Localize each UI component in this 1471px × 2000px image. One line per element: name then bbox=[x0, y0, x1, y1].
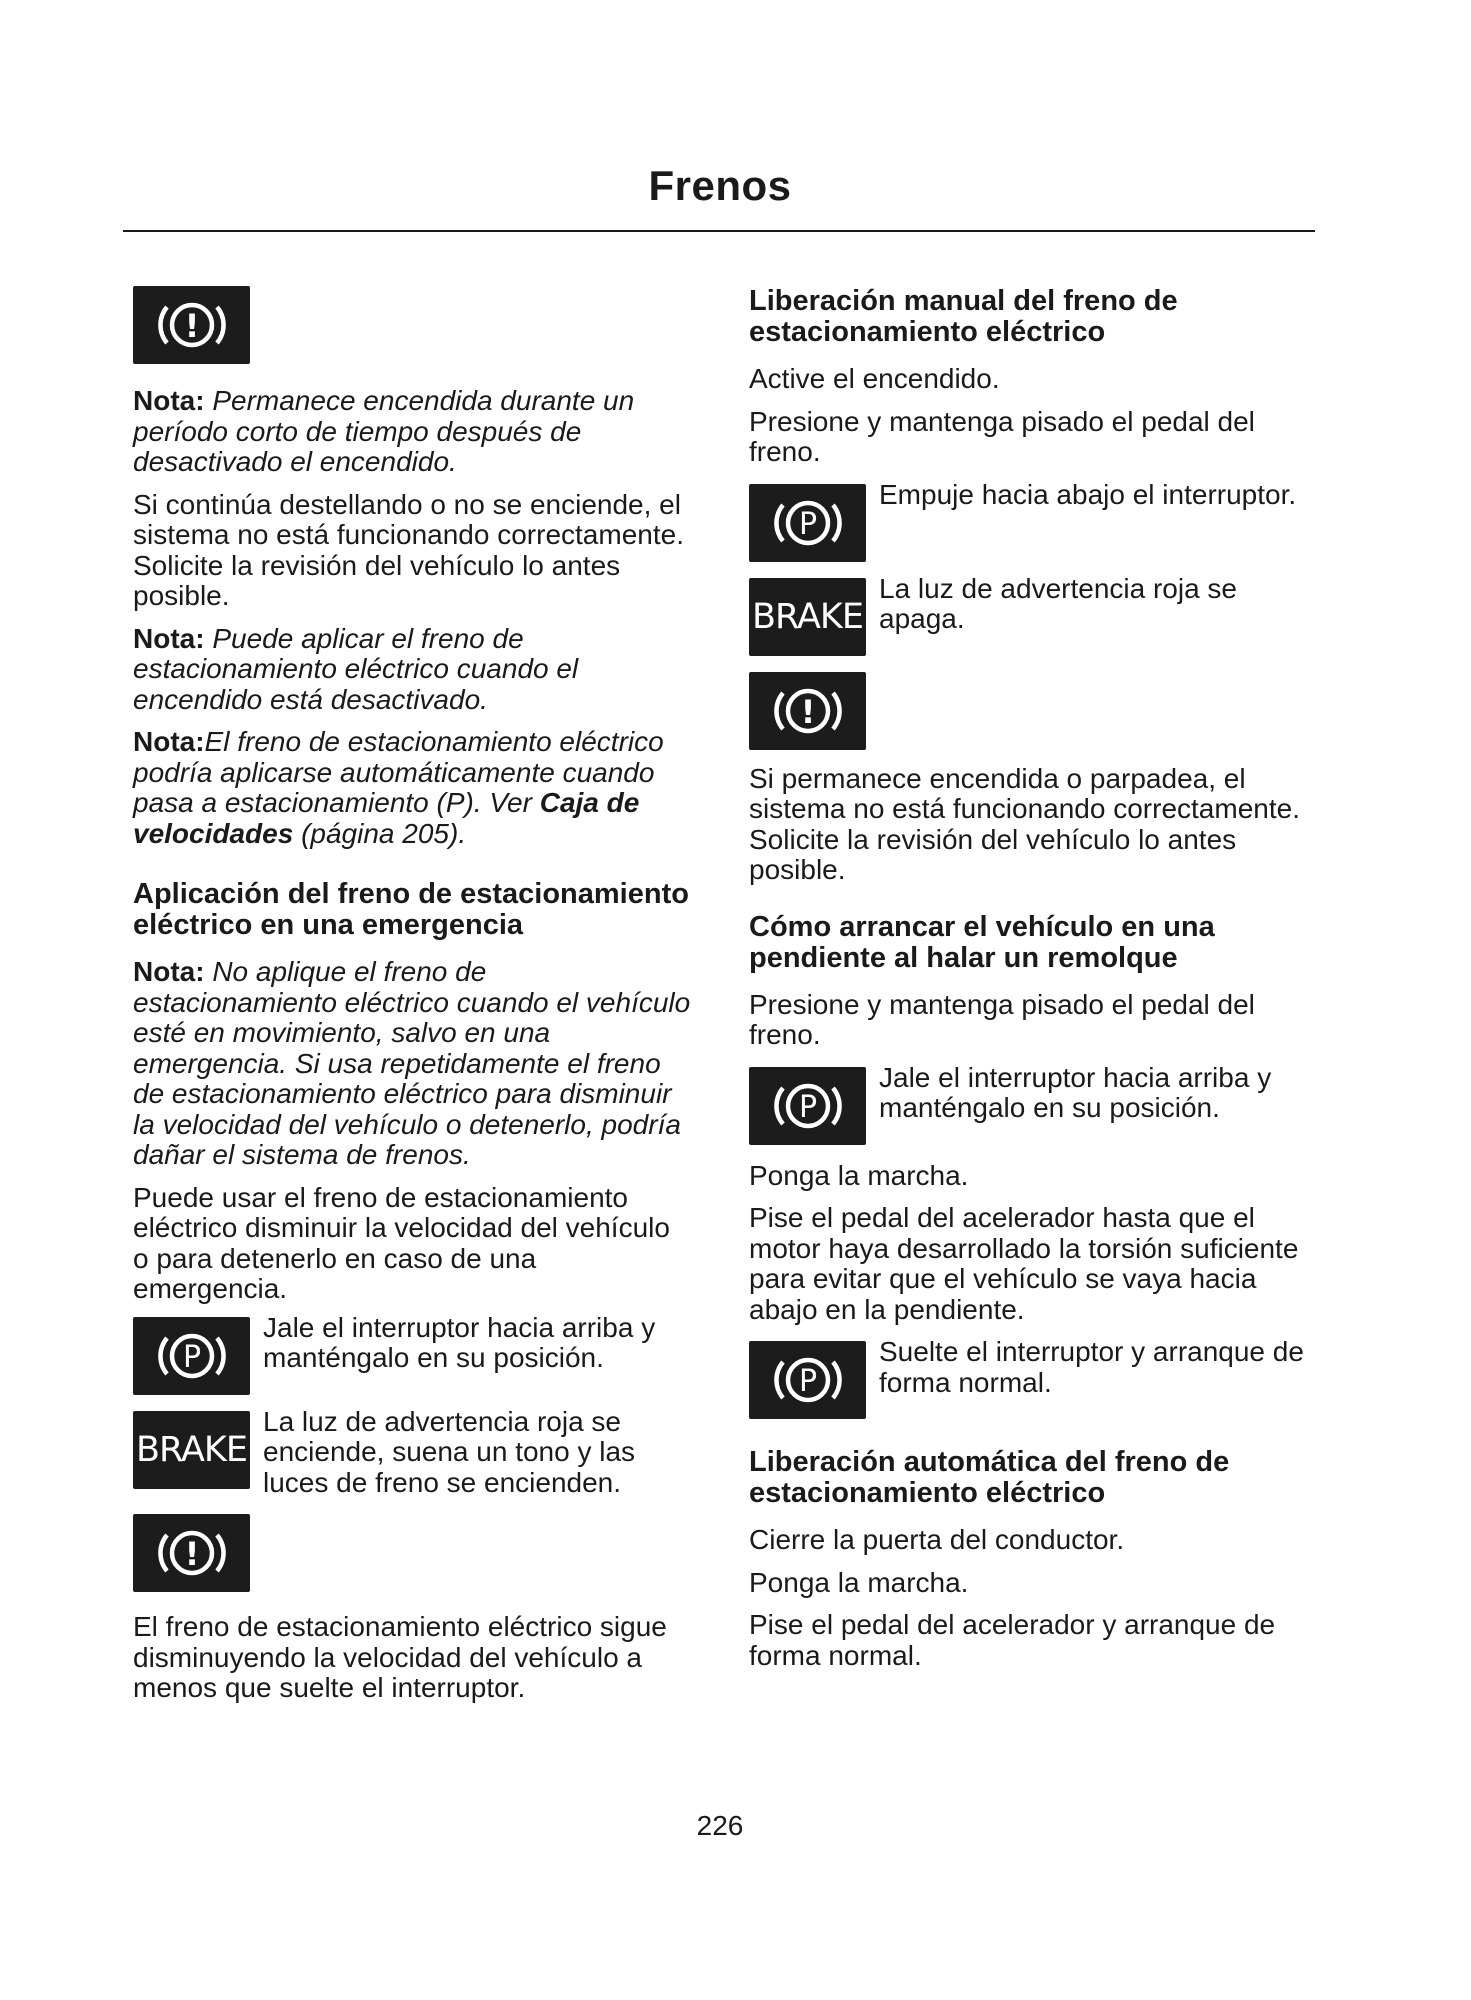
paragraph-6: Pise el pedal del acelerador hasta que el motor haya desarrollado la torsión suficiente para evitar que el vehículo se vaya hacia abajo en la pendiente. bbox=[749, 1202, 1299, 1325]
svg-text:P: P bbox=[798, 506, 817, 542]
note-3: Nota:El freno de estacionamiento eléctrico podría aplicarse automáticamente cuando pasa a estacionamiento (P). Ver Caja de velocidades (página 205). bbox=[133, 726, 664, 849]
paragraph-7: Cierre la puerta del conductor. bbox=[749, 1524, 1125, 1555]
step-push-switch bbox=[749, 478, 1319, 562]
paragraph-3: Si permanece encendida o parpadea, el sistema no está funcionando correctamente. Solicite la revisión del vehículo lo antes posible. bbox=[749, 762, 1300, 885]
svg-text:P: P bbox=[798, 1089, 817, 1125]
brake-warning-icon bbox=[133, 1514, 250, 1592]
svg-text:P: P bbox=[182, 1339, 201, 1375]
note-4: Nota: No aplique el freno de estacionamiento eléctrico cuando el vehículo esté en movimiento, salvo en una emergencia. Si usa repetidamente el freno de estacionamiento eléctrico para disminuir la velocidad del vehículo o detenerlo, podría dañar el sistema de frenos. bbox=[133, 956, 691, 1170]
note-1: Nota: Permanece encendida durante un período corto de tiempo después de desactivado el encendido. bbox=[133, 385, 635, 477]
step-brake-light-off bbox=[749, 572, 1319, 656]
paragraph-2: Puede usar el freno de estacionamiento eléctrico disminuir la velocidad del vehículo o para detenerlo en caso de una emergencia. bbox=[133, 1181, 670, 1304]
paragraph-8: Ponga la marcha. bbox=[749, 1566, 969, 1598]
heading-emergency-application: Aplicación del freno de estacionamiento eléctrico en una emergencia bbox=[133, 878, 689, 941]
xref-caja-de-velocidades[interactable]: Caja de velocidades bbox=[133, 787, 640, 849]
step-text: Jale el interruptor hacia arriba y manténgalo en su posición. bbox=[879, 1061, 1272, 1123]
step-release-switch bbox=[749, 1336, 1319, 1419]
svg-text:P: P bbox=[798, 1364, 817, 1399]
heading-manual-release: Liberación manual del freno de estacionamiento eléctrico bbox=[749, 285, 1178, 348]
brake-label-icon: BRAKE bbox=[133, 1411, 250, 1489]
step-text: Jale el interruptor hacia arriba y manténgalo en su posición. bbox=[263, 1311, 656, 1373]
note-2: Nota: Puede aplicar el freno de estacionamiento eléctrico cuando el encendido está desactivado. bbox=[133, 622, 579, 715]
paragraph-1: Active el encendido. bbox=[749, 363, 1000, 394]
step-text: Suelte el interruptor y arranque de forma normal. bbox=[879, 1336, 1304, 1398]
step-text: La luz de advertencia roja se enciende, suena un tono y las luces de freno se encienden. bbox=[263, 1405, 636, 1498]
step-pull-switch bbox=[749, 1061, 1319, 1145]
heading-automatic-release: Liberación automática del freno de estacionamiento eléctrico bbox=[749, 1446, 1230, 1509]
step-text: La luz de advertencia roja se apaga. bbox=[879, 572, 1237, 634]
left-column bbox=[133, 286, 693, 1716]
paragraph-1: Si continúa destellando o no se enciende, el sistema no está funcionando correctamente. Solicite la revisión del vehículo lo antes posible. bbox=[133, 488, 684, 611]
svg-text:!: ! bbox=[800, 692, 815, 731]
paragraph-2: Presione y mantenga pisado el pedal del freno. bbox=[749, 405, 1255, 467]
step-pull-switch bbox=[133, 1311, 693, 1395]
paragraph-3: El freno de estacionamiento eléctrico sigue disminuyendo la velocidad del vehículo a menos que suelte el interruptor. bbox=[133, 1611, 667, 1703]
paragraph-4: Presione y mantenga pisado el pedal del freno. bbox=[749, 988, 1255, 1050]
header-divider bbox=[123, 230, 1315, 232]
heading-hill-start-trailer: Cómo arrancar el vehículo en una pendiente al halar un remolque bbox=[749, 910, 1215, 974]
step-text: Empuje hacia abajo el interruptor. bbox=[879, 478, 1297, 510]
step-brake-light-on bbox=[133, 1405, 693, 1499]
paragraph-5: Ponga la marcha. bbox=[749, 1159, 969, 1191]
right-column bbox=[749, 286, 1319, 1683]
parking-brake-icon bbox=[749, 484, 866, 562]
parking-brake-icon bbox=[133, 1317, 250, 1395]
brake-warning-icon bbox=[133, 286, 250, 364]
brake-label-icon: BRAKE bbox=[749, 578, 866, 656]
paragraph-9: Pise el pedal del acelerador y arranque de forma normal. bbox=[749, 1609, 1276, 1671]
brake-warning-icon bbox=[749, 672, 866, 750]
page-number: 226 bbox=[696, 1810, 744, 1841]
parking-brake-icon bbox=[749, 1067, 866, 1145]
parking-brake-icon bbox=[749, 1341, 866, 1419]
warning-mark: ! bbox=[184, 307, 199, 345]
page-title: Frenos bbox=[648, 162, 792, 209]
svg-text:!: ! bbox=[184, 1535, 199, 1573]
